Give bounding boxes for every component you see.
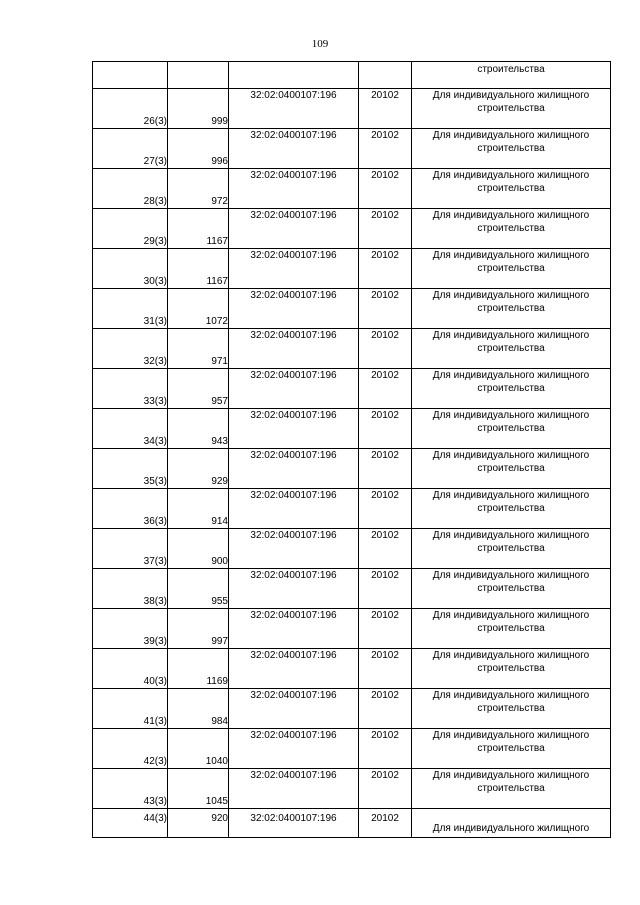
cell-code: 20102 (359, 329, 412, 369)
cell-code: 20102 (359, 129, 412, 169)
cell-purpose (412, 249, 611, 289)
cell-cadastral-number: 32:02:0400107:196 (229, 169, 359, 209)
table-row (93, 249, 611, 289)
cell-code: 20102 (359, 409, 412, 449)
cell-number: 43(3) (93, 769, 168, 809)
cell-code: 20102 (359, 809, 412, 838)
cell-cadastral-number: 32:02:0400107:196 (229, 369, 359, 409)
cell-cadastral-number: 32:02:0400107:196 (229, 529, 359, 569)
cell-area: 955 (168, 569, 229, 609)
cell-number: 27(3) (93, 129, 168, 169)
purpose-text-line-1: Для индивидуального жилищного (432, 170, 590, 181)
purpose-text-line-2: строительства (477, 703, 545, 714)
cell-purpose (412, 409, 611, 449)
cell-area: 984 (168, 689, 229, 729)
cell-area: 920 (168, 809, 229, 838)
cell-area: 900 (168, 529, 229, 569)
purpose-text-line-1: Для индивидуального жилищного (432, 650, 590, 661)
purpose-text-line-1: Для индивидуального жилищного (432, 610, 590, 621)
cell-purpose (412, 62, 611, 89)
cell-cadastral-number: 32:02:0400107:196 (229, 689, 359, 729)
purpose-text-line-1: Для индивидуального жилищного (432, 130, 590, 141)
purpose-text-line-1: Для индивидуального жилищного (432, 330, 590, 341)
cell-number: 29(3) (93, 209, 168, 249)
cell-code: 20102 (359, 569, 412, 609)
cell-number: 26(3) (93, 89, 168, 129)
cell-code: 20102 (359, 729, 412, 769)
cell-code: 20102 (359, 369, 412, 409)
cell-cadastral-number: 32:02:0400107:196 (229, 609, 359, 649)
cell-code: 20102 (359, 489, 412, 529)
cell-cadastral-number: 32:02:0400107:196 (229, 769, 359, 809)
cell-number (93, 62, 168, 89)
cell-number: 30(3) (93, 249, 168, 289)
cell-code: 20102 (359, 89, 412, 129)
cell-area: 929 (168, 449, 229, 489)
cell-area: 1040 (168, 729, 229, 769)
purpose-text-line-2: строительства (477, 383, 545, 394)
cell-area: 999 (168, 89, 229, 129)
cell-cadastral-number (229, 62, 359, 89)
cell-cadastral-number: 32:02:0400107:196 (229, 129, 359, 169)
purpose-text-line-2: строительства (477, 343, 545, 354)
cell-purpose (412, 569, 611, 609)
table-row (93, 449, 611, 489)
cell-area: 996 (168, 129, 229, 169)
cell-code (359, 62, 412, 89)
purpose-text-line-1: Для индивидуального жилищного (432, 730, 590, 741)
cell-purpose (412, 289, 611, 329)
cell-number: 32(3) (93, 329, 168, 369)
cell-cadastral-number: 32:02:0400107:196 (229, 209, 359, 249)
table-row (93, 569, 611, 609)
purpose-text-line-2: строительства (477, 503, 545, 514)
table-row (93, 769, 611, 809)
cell-code: 20102 (359, 449, 412, 489)
cell-purpose (412, 489, 611, 529)
cell-number: 31(3) (93, 289, 168, 329)
cell-cadastral-number: 32:02:0400107:196 (229, 249, 359, 289)
cell-area: 957 (168, 369, 229, 409)
cell-cadastral-number: 32:02:0400107:196 (229, 289, 359, 329)
cell-cadastral-number: 32:02:0400107:196 (229, 489, 359, 529)
cell-purpose (412, 609, 611, 649)
table-row-last (93, 809, 611, 838)
purpose-text-line-1: Для индивидуального жилищного (432, 90, 590, 101)
cell-number: 41(3) (93, 689, 168, 729)
purpose-text-line-1: Для индивидуального жилищного (432, 370, 590, 381)
purpose-text-line-2: строительства (477, 463, 545, 474)
cell-cadastral-number: 32:02:0400107:196 (229, 329, 359, 369)
purpose-text-line-1: Для индивидуального жилищного (432, 210, 590, 221)
cell-area: 1169 (168, 649, 229, 689)
purpose-text-line-1: Для индивидуального жилищного (432, 450, 590, 461)
cell-code: 20102 (359, 609, 412, 649)
cell-purpose (412, 369, 611, 409)
cell-number: 33(3) (93, 369, 168, 409)
cell-purpose (412, 129, 611, 169)
cell-area: 1167 (168, 249, 229, 289)
purpose-text-line-2: строительства (477, 423, 545, 434)
table-row (93, 89, 611, 129)
land-plots-table (92, 61, 611, 838)
table-row (93, 609, 611, 649)
cell-cadastral-number: 32:02:0400107:196 (229, 729, 359, 769)
cell-number: 36(3) (93, 489, 168, 529)
cell-number: 34(3) (93, 409, 168, 449)
cell-code: 20102 (359, 689, 412, 729)
cell-code: 20102 (359, 649, 412, 689)
cell-area: 914 (168, 489, 229, 529)
table-row (93, 369, 611, 409)
cell-purpose (412, 769, 611, 809)
cell-purpose (412, 809, 611, 838)
cell-area: 1167 (168, 209, 229, 249)
cell-purpose (412, 449, 611, 489)
cell-area: 1072 (168, 289, 229, 329)
cell-cadastral-number: 32:02:0400107:196 (229, 809, 359, 838)
cell-area: 943 (168, 409, 229, 449)
purpose-text-line-1: Для индивидуального жилищного (432, 570, 590, 581)
table-row (93, 729, 611, 769)
table-row (93, 689, 611, 729)
cell-purpose (412, 729, 611, 769)
purpose-text-line-2: строительства (477, 263, 545, 274)
cell-purpose (412, 689, 611, 729)
table-row (93, 209, 611, 249)
purpose-text-line-2: строительства (477, 183, 545, 194)
purpose-text-line-2: строительства (477, 303, 545, 314)
purpose-text-line-1: Для индивидуального жилищного (432, 770, 590, 781)
purpose-text-line-2: строительства (477, 623, 545, 634)
purpose-text-line-1: Для индивидуального жилищного (432, 690, 590, 701)
cell-number: 42(3) (93, 729, 168, 769)
cell-cadastral-number: 32:02:0400107:196 (229, 649, 359, 689)
cell-code: 20102 (359, 769, 412, 809)
cell-number: 40(3) (93, 649, 168, 689)
cell-area: 1045 (168, 769, 229, 809)
cell-area: 971 (168, 329, 229, 369)
page-number: 109 (311, 38, 329, 50)
cell-cadastral-number: 32:02:0400107:196 (229, 569, 359, 609)
cell-number: 39(3) (93, 609, 168, 649)
purpose-text-line-2: строительства (477, 743, 545, 754)
cell-cadastral-number: 32:02:0400107:196 (229, 89, 359, 129)
purpose-text-line-1: Для индивидуального жилищного (432, 290, 590, 301)
purpose-text-line-1: Для индивидуального жилищного (432, 410, 590, 421)
table-row (93, 289, 611, 329)
purpose-text-line-2: строительства (477, 143, 545, 154)
cell-purpose (412, 89, 611, 129)
table-row (93, 129, 611, 169)
cell-purpose (412, 209, 611, 249)
purpose-text-line-2: строительства (477, 663, 545, 674)
cell-code: 20102 (359, 529, 412, 569)
cell-area: 972 (168, 169, 229, 209)
purpose-text-line-1: Для индивидуального жилищного (432, 250, 590, 261)
cell-cadastral-number: 32:02:0400107:196 (229, 409, 359, 449)
table-row (93, 409, 611, 449)
table-row (93, 489, 611, 529)
purpose-text-line-2: строительства (477, 783, 545, 794)
purpose-text-line-2: строительства (477, 583, 545, 594)
cell-purpose (412, 649, 611, 689)
cell-area (168, 62, 229, 89)
cell-purpose (412, 169, 611, 209)
cell-area: 997 (168, 609, 229, 649)
cell-number: 35(3) (93, 449, 168, 489)
table-row (93, 649, 611, 689)
cell-purpose (412, 329, 611, 369)
purpose-text-line-1: Для индивидуального жилищного (432, 823, 590, 834)
cell-code: 20102 (359, 169, 412, 209)
table-row (93, 329, 611, 369)
table-body (93, 62, 611, 838)
cell-number: 28(3) (93, 169, 168, 209)
purpose-text-line-2: строительства (477, 223, 545, 234)
purpose-text-line-1: Для индивидуального жилищного (432, 530, 590, 541)
cell-number: 37(3) (93, 529, 168, 569)
cell-purpose (412, 529, 611, 569)
cell-number: 38(3) (93, 569, 168, 609)
purpose-text-line-2: строительства (477, 543, 545, 554)
cell-cadastral-number: 32:02:0400107:196 (229, 449, 359, 489)
table-row-continued (93, 62, 611, 89)
purpose-text-line-2: строительства (477, 103, 545, 114)
cell-number: 44(3) (93, 809, 168, 838)
purpose-text-line-1: Для индивидуального жилищного (432, 490, 590, 501)
cell-code: 20102 (359, 289, 412, 329)
purpose-text: строительства (477, 64, 545, 75)
table-row (93, 529, 611, 569)
cell-code: 20102 (359, 249, 412, 289)
cell-code: 20102 (359, 209, 412, 249)
table-row (93, 169, 611, 209)
